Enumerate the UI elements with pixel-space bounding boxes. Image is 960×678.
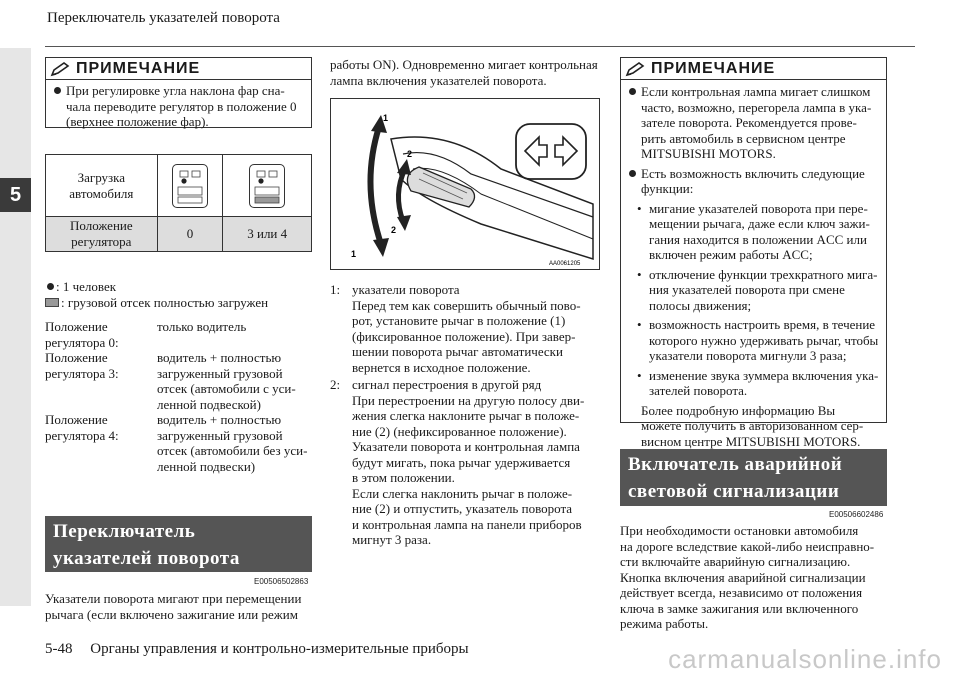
note-line: включен режим работы ACC; xyxy=(649,247,813,262)
person-dot-icon xyxy=(47,283,54,290)
load-table xyxy=(45,154,312,252)
note-line: Более подробную информацию Вы xyxy=(641,402,836,418)
note-line: • отключение функции трехкратного мига- xyxy=(649,266,878,282)
legend-line: и контрольная лампа на панели приборов xyxy=(352,516,582,532)
vehicle-topview-icon xyxy=(172,164,208,208)
note-line: • возможность настроить время, в течение xyxy=(649,317,876,332)
legend-line: Указатели поворота и контрольная лампа xyxy=(352,439,580,454)
note-box-turn-signal xyxy=(620,57,887,449)
marker-1-top: 1 xyxy=(383,113,389,123)
section-heading-hazard xyxy=(620,449,887,506)
turn-signal-intro xyxy=(45,591,320,622)
legend-line: ние (2) (нефиксированное положение). xyxy=(352,423,567,439)
paragraph-line: Кнопка включения аварийной сигнализации xyxy=(620,569,866,585)
regulator-value-b: 3 или 4 xyxy=(223,217,312,252)
paragraph-line: действует всегда, независимо от положения xyxy=(620,585,863,600)
page-footer xyxy=(45,641,469,658)
pencil-icon xyxy=(625,61,647,77)
legend-line: ние (2) и отпустить, указатель поворота xyxy=(352,501,573,516)
legend-number: 1: xyxy=(330,282,341,297)
position-row xyxy=(45,350,315,412)
note-subitem xyxy=(627,368,880,399)
legend-person: : 1 человек xyxy=(56,279,117,294)
position-value: водитель + полностью xyxy=(157,350,282,365)
note-bullet xyxy=(52,83,305,130)
vehicle-load-driver xyxy=(157,155,223,217)
position-value: ленной подвески) xyxy=(157,458,256,474)
note-line: гания находится в положении ACC или xyxy=(649,231,867,247)
legend-line: вернется в исходное положение. xyxy=(352,359,531,375)
note-line: MITSUBISHI MOTORS. xyxy=(641,146,776,161)
position-value: загруженный грузовой xyxy=(157,365,283,381)
legend-line: рот, установите рычаг в положение (1) xyxy=(352,313,566,328)
legend-line: сигнал перестроения в другой ряд xyxy=(352,377,542,392)
lever-positions-legend xyxy=(330,282,605,550)
position-key: Положение xyxy=(45,319,108,334)
note-subitem xyxy=(627,317,880,364)
note-line: мещении рычага, даже если ключ зажи- xyxy=(649,216,870,231)
note-line: чала переводите регулятор в положение 0 xyxy=(66,98,297,114)
legend-cargo: : грузовой отсек полностью загружен xyxy=(61,294,269,310)
illustration-code: AA0061205 xyxy=(549,261,581,267)
note-line: указатели поворота мигнули 3 раза; xyxy=(649,348,847,363)
section-heading-line: указателей поворота xyxy=(53,548,240,569)
vehicle-load-full xyxy=(223,155,312,217)
note-line: можете получить в авторизованном сер- xyxy=(641,418,864,433)
legend-number: 2: xyxy=(330,377,341,392)
turn-signal-intro-cont xyxy=(330,57,610,88)
pencil-icon xyxy=(50,61,72,77)
note-line: • мигание указателей поворота при пере- xyxy=(649,200,868,216)
note-line: При регулировке угла наклона фар сна- xyxy=(66,83,285,98)
position-value: только водитель xyxy=(157,319,247,334)
legend-line: Если слегка наклонить рычаг в положе- xyxy=(352,485,573,501)
note-line: • изменение звука зуммера включения ука- xyxy=(649,367,879,383)
position-row xyxy=(45,412,315,474)
note-line: (верхнее положение фар). xyxy=(66,114,209,129)
note-bullet xyxy=(627,166,880,197)
paragraph-line: работы ON). Одновременно мигает контрольная xyxy=(330,57,598,72)
position-key: регулятора 4: xyxy=(45,427,119,443)
position-value: загруженный грузовой xyxy=(157,427,283,443)
page-header-title: Переключатель указателей поворота xyxy=(47,10,280,26)
legend-item xyxy=(330,282,605,375)
position-key: регулятора 0: xyxy=(45,334,119,350)
legend-line: мигнут 3 раза. xyxy=(352,532,432,547)
legend-line: в этом положении. xyxy=(352,470,455,485)
vehicle-topview-icon xyxy=(249,164,285,208)
note-line: зателей поворота. xyxy=(649,383,748,398)
note-box-headlight xyxy=(45,57,312,128)
paragraph-line: ключа в замке зажигания или включенного xyxy=(620,600,859,616)
legend-line: указатели поворота xyxy=(352,282,460,297)
legend-item xyxy=(330,377,605,548)
position-row xyxy=(45,319,315,350)
legend-line: Перед тем как совершить обычный пово- xyxy=(352,297,581,313)
legend-line: При перестроении на другую полосу дви- xyxy=(352,392,585,408)
paragraph-line: При необходимости остановки автомобиля xyxy=(620,523,859,538)
watermark: carmanualsonline.info xyxy=(668,644,942,674)
section-code: E00506602486 xyxy=(829,510,884,519)
cargo-swatch-icon xyxy=(45,298,59,307)
note-line: Если контрольная лампа мигает слишком xyxy=(641,84,871,99)
position-key: Положение xyxy=(45,412,108,427)
chapter-tab[interactable]: 5 xyxy=(0,178,31,212)
note-bullet xyxy=(627,84,880,162)
legend-line: будут мигать, пока рычаг удерживается xyxy=(352,454,571,470)
note-line: висном центре MITSUBISHI MOTORS. xyxy=(641,433,861,449)
position-value: водитель + полностью xyxy=(157,412,282,427)
note-subitem xyxy=(627,201,880,263)
marker-2-bottom: 2 xyxy=(391,225,397,235)
section-heading-line: световой сигнализации xyxy=(628,481,840,502)
header-divider xyxy=(45,46,915,47)
note-header xyxy=(46,58,311,80)
load-row-label: Загрузка автомобиля xyxy=(46,155,158,217)
regulator-position-label xyxy=(46,217,158,252)
position-value: ленной подвеской) xyxy=(157,396,261,412)
marker-2-top: 2 xyxy=(407,149,413,159)
hazard-paragraph xyxy=(620,523,905,632)
section-heading-turn-signal xyxy=(45,516,312,572)
symbol-legend xyxy=(45,279,315,310)
turn-signal-lever-illustration xyxy=(330,98,600,270)
paragraph-line: рычага (если включено зажигание или режим xyxy=(45,606,298,622)
chapter-title: Органы управления и контрольно-измерительные приборы xyxy=(90,641,469,657)
note-line: которого нужно удерживать рычаг, чтобы xyxy=(649,332,879,348)
section-heading-line: Включатель аварийной xyxy=(628,454,843,475)
legend-line: жения слегка наклоните рычаг в положе- xyxy=(352,408,580,423)
chapter-side-strip xyxy=(0,48,31,606)
note-label: ПРИМЕЧАНИЕ xyxy=(76,59,201,77)
marker-1-bottom: 1 xyxy=(351,249,357,259)
legend-line: шении поворота рычаг автоматически xyxy=(352,344,563,359)
note-header xyxy=(621,58,886,80)
label-line: регулятора xyxy=(71,234,132,249)
paragraph-line: режима работы. xyxy=(620,616,709,631)
note-label: ПРИМЕЧАНИЕ xyxy=(651,59,776,77)
note-line: ния указателей поворота при смене xyxy=(649,282,845,297)
paragraph-line: лампа включения указателей поворота. xyxy=(330,72,547,88)
note-line: Есть возможность включить следующие xyxy=(641,165,865,181)
position-key: Положение xyxy=(45,350,108,365)
note-tail xyxy=(627,403,880,450)
note-subitem xyxy=(627,267,880,314)
section-heading-line: Переключатель xyxy=(53,521,196,542)
page-number: 5-48 xyxy=(45,641,73,657)
position-key: регулятора 3: xyxy=(45,365,119,381)
positions-list xyxy=(45,319,315,474)
paragraph-line: на дороге вследствие какой-либо неисправно- xyxy=(620,538,875,554)
note-line: часто, возможно, перегорела лампа в ука- xyxy=(641,99,872,115)
note-line: полосы движения; xyxy=(649,297,752,313)
position-value: отсек (автомобили без уси- xyxy=(157,443,308,458)
position-value: отсек (автомобили с уси- xyxy=(157,381,296,396)
section-code: E00506502863 xyxy=(254,577,309,586)
label-line: Положение xyxy=(69,218,133,233)
paragraph-line: Указатели поворота мигают при перемещении xyxy=(45,591,302,606)
note-line: рить автомобиль в сервисном центре xyxy=(641,130,846,146)
paragraph-line: сти включайте аварийную сигнализацию. xyxy=(620,554,851,569)
note-line: функции: xyxy=(641,181,694,196)
regulator-value-a: 0 xyxy=(157,217,223,252)
legend-line: (фиксированное положение). При завер- xyxy=(352,328,576,344)
note-line: зателе поворота. Рекомендуется прове- xyxy=(641,115,857,130)
